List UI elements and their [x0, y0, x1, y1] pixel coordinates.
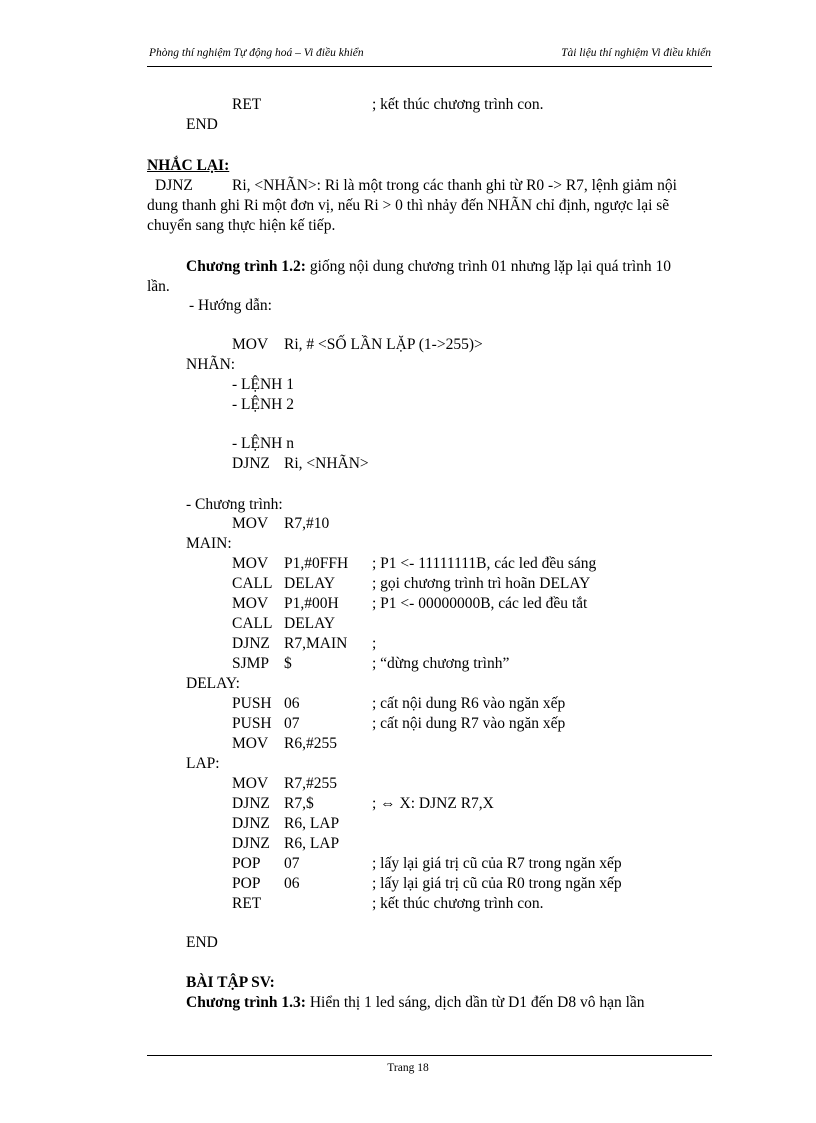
program-code-comment: ; cất nội dung R7 vào ngăn xếp: [372, 715, 566, 732]
prog12-desc-cont: lần.: [147, 278, 170, 295]
program-code-op: DJNZ: [232, 835, 270, 852]
program-code-comment: ; kết thúc chương trình con.: [372, 895, 544, 912]
program-code-label: MAIN:: [186, 535, 232, 552]
program-code-comment: ; P1 <- 11111111B, các led đều sáng: [372, 555, 597, 572]
program-code-op: RET: [232, 895, 262, 912]
program-code-op: SJMP: [232, 655, 270, 672]
guide-code-label: NHÃN:: [186, 356, 236, 373]
prog12-title: Chương trình 1.2:: [186, 258, 306, 275]
program-code-op: PUSH: [232, 715, 272, 732]
header-right: Tài liệu thí nghiệm Vi điều khiển: [561, 47, 711, 59]
program-code-comment: ;: [372, 635, 377, 652]
program-code-arg: 07: [284, 855, 300, 872]
program-code-arg: R6, LAP: [284, 835, 340, 852]
exercise-line: [186, 993, 645, 1013]
recap-heading: NHẮC LẠI:: [147, 157, 230, 174]
guide-code-op: - LỆNH 2: [232, 396, 294, 413]
program-code-label: LAP:: [186, 755, 220, 772]
program-code-op: POP: [232, 855, 261, 872]
program-code-arg: DELAY: [284, 615, 336, 632]
program-code-arg: R6,#255: [284, 735, 337, 752]
prog12-desc: giống nội dung chương trình 01 nhưng lặp lại quá trình 10: [305, 258, 672, 275]
recap-line1: Ri, <NHÃN>: Ri là một trong các thanh ghi từ R0 -> R7, lệnh giảm nội: [232, 177, 677, 194]
page-number: Trang 18: [387, 1062, 429, 1074]
prog12-line: [186, 257, 671, 277]
program-code-op: MOV: [232, 515, 269, 532]
top-end: END: [186, 116, 218, 133]
program-code-arg: P1,#00H: [284, 595, 339, 612]
program-heading: - Chương trình:: [186, 496, 283, 513]
guide-code-arg: Ri, <NHÃN>: [284, 455, 369, 472]
program-code-comment: ; P1 <- 00000000B, các led đều tắt: [372, 595, 588, 612]
guide-code-op: - LỆNH n: [232, 435, 294, 452]
program-code-op: MOV: [232, 595, 269, 612]
recap-line3: chuyển sang thực hiện kế tiếp.: [147, 217, 336, 234]
guide-code-op: MOV: [232, 336, 269, 353]
program-code-comment: ; lấy lại giá trị cũ của R0 trong ngăn xếp: [372, 875, 622, 892]
recap-line2: dung thanh ghi Ri một đơn vị, nếu Ri > 0 thì nhảy đến NHÃN chỉ định, ngược lại sẽ: [147, 197, 670, 214]
program-code-arg: DELAY: [284, 575, 336, 592]
top-ret-comment: ; kết thúc chương trình con.: [372, 96, 544, 113]
program-code-arg: R7,#255: [284, 775, 337, 792]
program-code-arg: 06: [284, 875, 300, 892]
guide-code-op: - LỆNH 1: [232, 376, 294, 393]
program-code-comment: ; lấy lại giá trị cũ của R7 trong ngăn xếp: [372, 855, 622, 872]
program-code-arg: R7,#10: [284, 515, 330, 532]
program-code-op: DJNZ: [232, 795, 270, 812]
program-code-arg: P1,#0FFH: [284, 555, 349, 572]
program-code-op: PUSH: [232, 695, 272, 712]
program-code-op: MOV: [232, 775, 269, 792]
program-code-op: DJNZ: [232, 815, 270, 832]
program-code-op: CALL: [232, 575, 273, 592]
exercise-title: Chương trình 1.3:: [186, 994, 306, 1011]
top-ret: RET: [232, 96, 262, 113]
header-rule: [147, 66, 712, 67]
footer-rule: [147, 1055, 712, 1056]
program-code-arg: R7,MAIN: [284, 635, 348, 652]
program-code-op: MOV: [232, 555, 269, 572]
program-code-op: CALL: [232, 615, 273, 632]
program-code-op: DJNZ: [232, 635, 270, 652]
recap-djnz: DJNZ: [155, 177, 193, 194]
program-code-arg: 07: [284, 715, 300, 732]
program-code-comment: ; ⇔ X: DJNZ R7,X: [372, 795, 494, 812]
bottom-end: END: [186, 934, 218, 951]
program-code-comment: ; “dừng chương trình”: [372, 655, 510, 672]
program-code-comment: ; gọi chương trình trì hoãn DELAY: [372, 575, 591, 592]
exercise-heading: BÀI TẬP SV:: [186, 974, 275, 991]
program-code-arg: R7,$: [284, 795, 314, 812]
program-code-arg: R6, LAP: [284, 815, 340, 832]
header-left: Phòng thí nghiệm Tự động hoá – Vi điều khiển: [149, 47, 364, 59]
program-code-arg: $: [284, 655, 292, 672]
program-code-comment: ; cất nội dung R6 vào ngăn xếp: [372, 695, 566, 712]
prog12-guide: - Hướng dẫn:: [189, 297, 272, 314]
program-code-arg: 06: [284, 695, 300, 712]
exercise-desc: Hiển thị 1 led sáng, dịch dần từ D1 đến D8 vô hạn lần: [305, 994, 645, 1011]
program-code-op: MOV: [232, 735, 269, 752]
guide-code-op: DJNZ: [232, 455, 270, 472]
guide-code-arg: Ri, # <SỐ LẦN LẶP (1->255)>: [284, 336, 483, 353]
program-code-label: DELAY:: [186, 675, 240, 692]
program-code-op: POP: [232, 875, 261, 892]
